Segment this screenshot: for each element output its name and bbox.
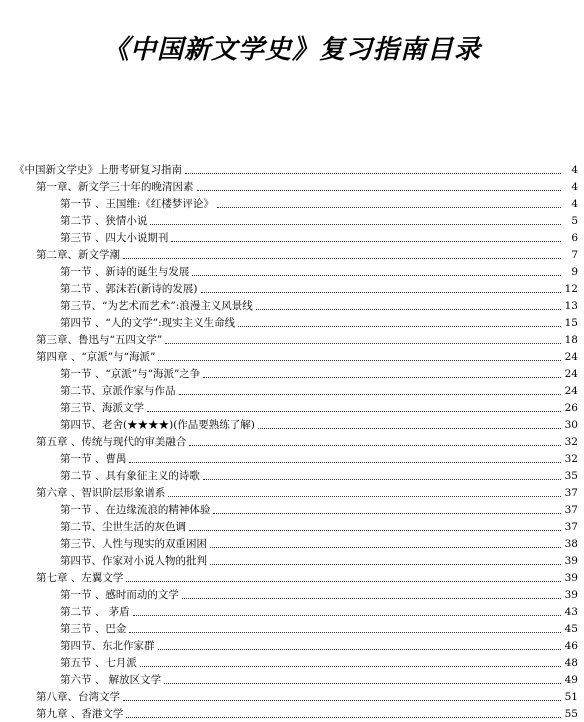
dot-leader [133, 615, 561, 616]
toc-entry-page-number: 48 [564, 657, 578, 669]
toc-entry[interactable] [36, 331, 578, 348]
toc-entry-page-number: 12 [564, 283, 578, 295]
toc-entry[interactable] [60, 552, 578, 569]
toc-entry[interactable] [36, 433, 578, 450]
toc-entry[interactable] [60, 501, 578, 518]
toc-entry[interactable] [60, 416, 578, 433]
toc-entry-label: 第四节、作家对小说人物的批判 [60, 555, 207, 567]
toc-entry[interactable] [36, 178, 578, 195]
dot-leader [126, 581, 561, 582]
toc-entry-page-number: 24 [564, 368, 578, 380]
toc-entry-page-number: 30 [564, 419, 578, 431]
toc-entry-page-number: 4 [571, 198, 578, 210]
dot-leader [123, 700, 561, 701]
toc-entry-page-number: 39 [564, 572, 578, 584]
dot-leader [168, 496, 561, 497]
toc-entry[interactable] [60, 535, 578, 552]
toc-entry-label: 第八章、台湾文学 [36, 691, 120, 703]
toc-entry-page-number: 38 [564, 538, 578, 550]
toc-entry-label: 第三节 、巴金 [60, 623, 127, 635]
toc-entry[interactable] [60, 195, 578, 212]
toc-entry-label: 第一节 、王国维:《红楼梦评论》 [60, 198, 214, 210]
toc-entry-page-number: 39 [564, 555, 578, 567]
toc-entry-page-number: 46 [564, 640, 578, 652]
toc-entry-label: 《中国新文学史》上册考研复习指南 [14, 164, 182, 176]
dot-leader [189, 530, 561, 531]
toc-entry-label: 第二章、新文学潮 [36, 249, 120, 261]
toc-entry-label: 第五章 、传统与现代的审美融合 [36, 436, 187, 448]
toc-entry[interactable] [36, 688, 578, 705]
toc-entry[interactable] [60, 263, 578, 280]
toc-entry[interactable] [60, 586, 578, 603]
toc-entry[interactable] [60, 382, 578, 399]
toc-entry-page-number: 37 [564, 504, 578, 516]
dot-leader [210, 564, 561, 565]
toc-entry[interactable] [60, 467, 578, 484]
toc-entry-page-number: 24 [564, 351, 578, 363]
toc-entry[interactable] [60, 399, 578, 416]
toc-entry[interactable] [36, 484, 578, 501]
toc-entry-label: 第四节、东北作家群 [60, 640, 155, 652]
toc-entry-label: 第一节 、“京派”与“海派”之争 [60, 368, 201, 380]
toc-entry-page-number: 49 [564, 674, 578, 686]
dot-leader [203, 479, 561, 480]
dot-leader [203, 377, 561, 378]
toc-entry-label: 第五节 、七月派 [60, 657, 137, 669]
toc-entry-label: 第三节 、四大小说期刊 [60, 232, 169, 244]
toc-entry-page-number: 13 [564, 300, 578, 312]
toc-entry-page-number: 24 [564, 385, 578, 397]
toc-entry-label: 第四节、老舍(★★★★)(作品要熟练了解) [60, 419, 255, 431]
toc-entry[interactable] [36, 705, 578, 722]
toc-entry-label: 第三章、鲁迅与“五四文学” [36, 334, 163, 346]
dot-leader [147, 411, 561, 412]
toc-entry[interactable] [60, 671, 578, 688]
toc-entry-page-number: 26 [564, 402, 578, 414]
dot-leader [238, 326, 561, 327]
toc-entry[interactable] [36, 569, 578, 586]
dot-leader [210, 547, 561, 548]
document-title: 《中国新文学史》复习指南目录 [102, 35, 481, 65]
toc-entry[interactable] [60, 314, 578, 331]
toc-entry-label: 第一节 、曹禺 [60, 453, 127, 465]
toc-entry-label: 第三节、海派文学 [60, 402, 144, 414]
toc-entry-page-number: 37 [564, 487, 578, 499]
toc-entry-label: 第四章 、“京派”与“海派” [36, 351, 156, 363]
toc-entry-label: 第六章 、智识阶层形象谱系 [36, 487, 166, 499]
toc-entry-page-number: 37 [564, 521, 578, 533]
dot-leader [189, 445, 561, 446]
toc-entry-page-number: 9 [571, 266, 578, 278]
dot-leader [129, 632, 561, 633]
toc-entry-label: 第一节 、感时而动的文学 [60, 589, 179, 601]
toc-entry-label: 第一节 、在边缘流浪的精神体验 [60, 504, 211, 516]
toc-entry-page-number: 32 [564, 453, 578, 465]
toc-entry-label: 第七章 、左翼文学 [36, 572, 124, 584]
dot-leader [158, 360, 561, 361]
toc-entry-page-number: 43 [564, 606, 578, 618]
toc-entry-label: 第二节 、郭沫若(新诗的发展) [60, 283, 198, 295]
dot-leader [171, 241, 561, 242]
dot-leader [179, 394, 562, 395]
toc-entry-label: 第一章、新文学三十年的晚清因素 [36, 181, 194, 193]
toc-entry[interactable] [60, 229, 578, 246]
dot-leader [140, 666, 561, 667]
toc-entry-page-number: 55 [564, 708, 578, 720]
dot-leader [258, 428, 561, 429]
toc-entry[interactable] [60, 637, 578, 654]
toc-entry-page-number: 4 [571, 181, 578, 193]
toc-entry-page-number: 35 [564, 470, 578, 482]
toc-entry-label: 第一节 、新诗的诞生与发展 [60, 266, 190, 278]
toc-entry[interactable] [60, 280, 578, 297]
dot-leader [217, 207, 561, 208]
toc-entry-page-number: 7 [571, 249, 578, 261]
toc-entry-label: 第四节 、“人的文学”:现实主义生命线 [60, 317, 236, 329]
toc-entry-page-number: 32 [564, 436, 578, 448]
toc-entry-page-number: 18 [564, 334, 578, 346]
dot-leader [165, 343, 561, 344]
toc-entry-label: 第六节 、 解放区文学 [60, 674, 162, 686]
toc-entry-page-number: 6 [571, 232, 578, 244]
toc-entry-page-number: 5 [571, 215, 578, 227]
toc-entry[interactable] [60, 212, 578, 229]
dot-leader [192, 275, 561, 276]
dot-leader [126, 717, 561, 718]
toc-entry[interactable] [60, 297, 578, 314]
toc-entry[interactable] [36, 348, 578, 365]
dot-leader [123, 258, 561, 259]
toc-entry-label: 第二节、尘世生活的灰色调 [60, 521, 186, 533]
dot-leader [201, 292, 561, 293]
toc-entry[interactable] [60, 518, 578, 535]
toc-entry[interactable] [60, 365, 578, 382]
dot-leader [158, 649, 562, 650]
toc-entry-label: 第九章 、香港文学 [36, 708, 124, 720]
toc-entry-label: 第二节 、狭情小说 [60, 215, 148, 227]
dot-leader [185, 173, 561, 174]
dot-leader [182, 598, 561, 599]
dot-leader [129, 462, 561, 463]
toc-entry-label: 第二节、京派作家与作品 [60, 385, 176, 397]
toc-entry-label: 第二节 、 茅盾 [60, 606, 130, 618]
dot-leader [197, 190, 562, 191]
toc-entry-label: 第二节 、具有象征主义的诗歌 [60, 470, 200, 482]
toc-entry[interactable] [60, 654, 578, 671]
toc-entry-page-number: 51 [564, 691, 578, 703]
toc-entry-page-number: 45 [564, 623, 578, 635]
toc-entry-label: 第三节、“为艺术而艺术”:浪漫主义风景线 [60, 300, 253, 312]
dot-leader [164, 683, 561, 684]
toc-entry[interactable] [36, 246, 578, 263]
toc-entry-page-number: 15 [564, 317, 578, 329]
toc-entry[interactable] [60, 450, 578, 467]
toc-entry-page-number: 39 [564, 589, 578, 601]
dot-leader [150, 224, 561, 225]
dot-leader [213, 513, 561, 514]
toc-entry[interactable] [60, 620, 578, 637]
toc-entry[interactable] [60, 603, 578, 620]
toc-entry-label: 第三节、人性与现实的双重困困 [60, 538, 207, 550]
dot-leader [256, 309, 561, 310]
toc-entry[interactable] [14, 161, 578, 178]
toc-entry-page-number: 4 [571, 164, 578, 176]
